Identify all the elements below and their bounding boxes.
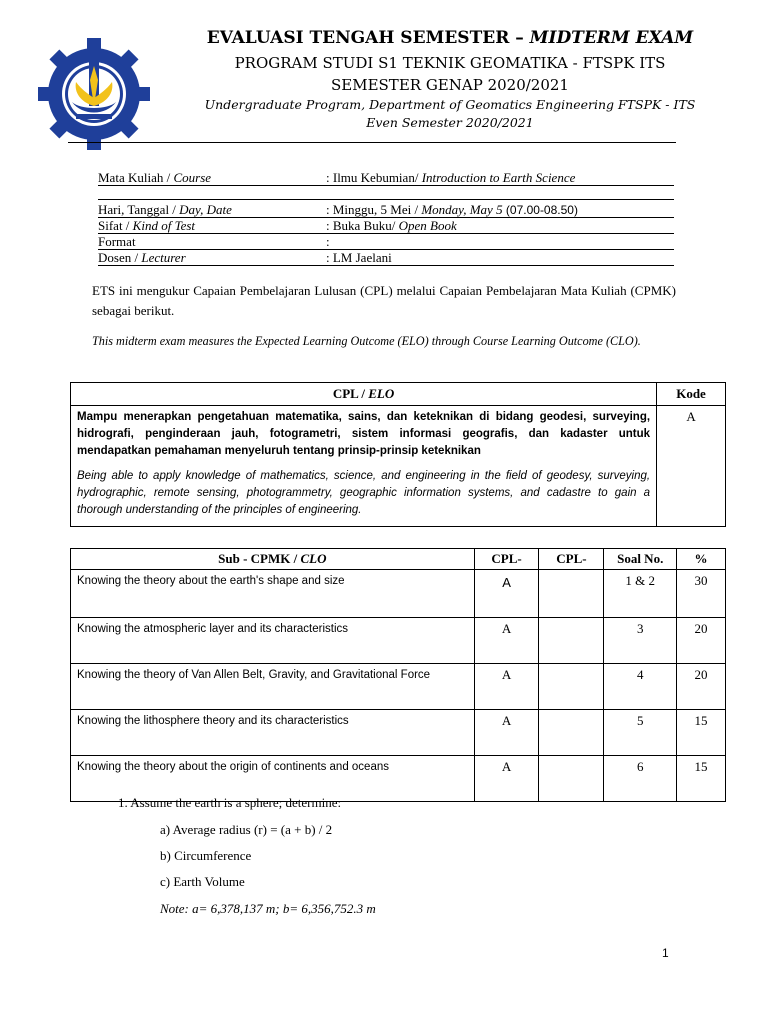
lecturer-underline [98,265,674,266]
format-row: Format : [98,234,330,249]
clo-percent: 20 [677,618,726,664]
question-1c: c) Earth Volume [160,874,245,889]
clo-cpl: A [474,756,539,802]
clo-text: Knowing the theory about the origin of continents and oceans [71,756,475,802]
course-value: : Ilmu Kebumian/ Introduction to Earth Science [326,170,576,185]
clo-cpl: A [474,710,539,756]
clo-cpl2 [539,756,604,802]
clo-cpl: A [474,664,539,710]
page-number: 1 [662,946,669,960]
cpl-kode: A [657,406,726,527]
clo-soal: 4 [604,664,677,710]
cpl-description [71,406,657,527]
clo-soal: 6 [604,756,677,802]
its-logo [36,36,152,152]
course-row [98,170,674,186]
question-1b: b) Circumference [160,848,252,863]
cpl-header: CPL / ELO [71,383,657,406]
clo-percent: 15 [677,756,726,802]
clo-cpl2 [539,710,604,756]
clo-percent: 20 [677,664,726,710]
question-1a: a) Average radius (r) = (a + b) / 2 [160,822,333,837]
clo-text: Knowing the atmospheric layer and its characteristics [71,618,475,664]
table-row [71,618,726,664]
date-topline [98,199,674,200]
table-row [71,570,726,618]
header-divider [68,142,676,143]
english-program-line: Undergraduate Program, Department of Geomatics Engineering FTSPK - ITS [204,97,696,112]
english-semester-line: Even Semester 2020/2021 [366,115,534,130]
soal-header: Soal No. [604,549,677,570]
course-underline [98,185,674,186]
program-title [160,52,740,96]
cpl-row [71,406,726,527]
english-subtitle [160,96,740,132]
table-row [71,664,726,710]
clo-text: Knowing the theory about the earth's shape and size [71,570,475,618]
table-row [71,710,726,756]
cpl-text-english: Being able to apply knowledge of mathematics, science, and engineering in the field of geodesy, surveying, hydrographic, remote sensing, photogrammetry, geographic information systems, and cadastre to gain a thorough understanding of the principles of engineering. [77,470,651,516]
clo-soal: 1 & 2 [604,570,677,618]
question-1-note: Note: a= 6,378,137 m; b= 6,356,752.3 m [160,901,376,916]
clo-percent: 30 [677,570,726,618]
semester-line: SEMESTER GENAP 2020/2021 [331,76,569,94]
intro-english: This midterm exam measures the Expected Learning Outcome (ELO) through Course Learning Outcome (CLO). [92,334,641,348]
clo-text: Knowing the lithosphere theory and its characteristics [71,710,475,756]
clo-cpl: A [474,570,539,618]
clo-cpl2 [539,618,604,664]
clo-table [70,548,726,802]
clo-header: Sub - CPMK / CLO [71,549,475,570]
clo-text: Knowing the theory of Van Allen Belt, Gravity, and Gravitational Force [71,664,475,710]
kode-header: Kode [657,383,726,406]
kind-row: Sifat / Kind of Test : Buka Buku/ Open Book [98,218,457,233]
intro-indonesian: ETS ini mengukur Capaian Pembelajaran Lulusan (CPL) melalui Capaian Pembelajaran Mata Kuliah (CPMK) sebagai berikut. [92,283,676,318]
date-row: Hari, Tanggal / Day, Date : Minggu, 5 Mei / Monday, May 5 (07.00-08.50) [98,202,578,217]
clo-cpl: A [474,618,539,664]
clo-cpl2 [539,570,604,618]
clo-percent: 15 [677,710,726,756]
clo-header-row [71,549,726,570]
clo-cpl2 [539,664,604,710]
course-label: Mata Kuliah / Course [98,170,212,185]
cpl1-header: CPL- [474,549,539,570]
clo-soal: 3 [604,618,677,664]
clo-soal: 5 [604,710,677,756]
lecturer-row: Dosen / Lecturer : LM Jaelani [98,250,392,265]
exam-title: EVALUASI TENGAH SEMESTER – MIDTERM EXAM [206,28,694,48]
cpl-table [70,382,726,527]
cpl2-header: CPL- [539,549,604,570]
percent-header: % [677,549,726,570]
program-line: PROGRAM STUDI S1 TEKNIK GEOMATIKA - FTSPK ITS [234,54,666,72]
cpl-text-indonesian: Mampu menerapkan pengetahuan matematika, sains, dan keteknikan di bidang geodesi, surveying, hidrografi, penginderaan jauh, fotogrametri, sistem informasi geografis, dan kadaster untuk mendapatkan pemahaman menyeluruh tentang prinsip-prinsip keteknikan [77,411,651,457]
cpl-header-row [71,383,726,406]
question-1-stem: 1. Assume the earth is a sphere; determine: [118,795,342,810]
